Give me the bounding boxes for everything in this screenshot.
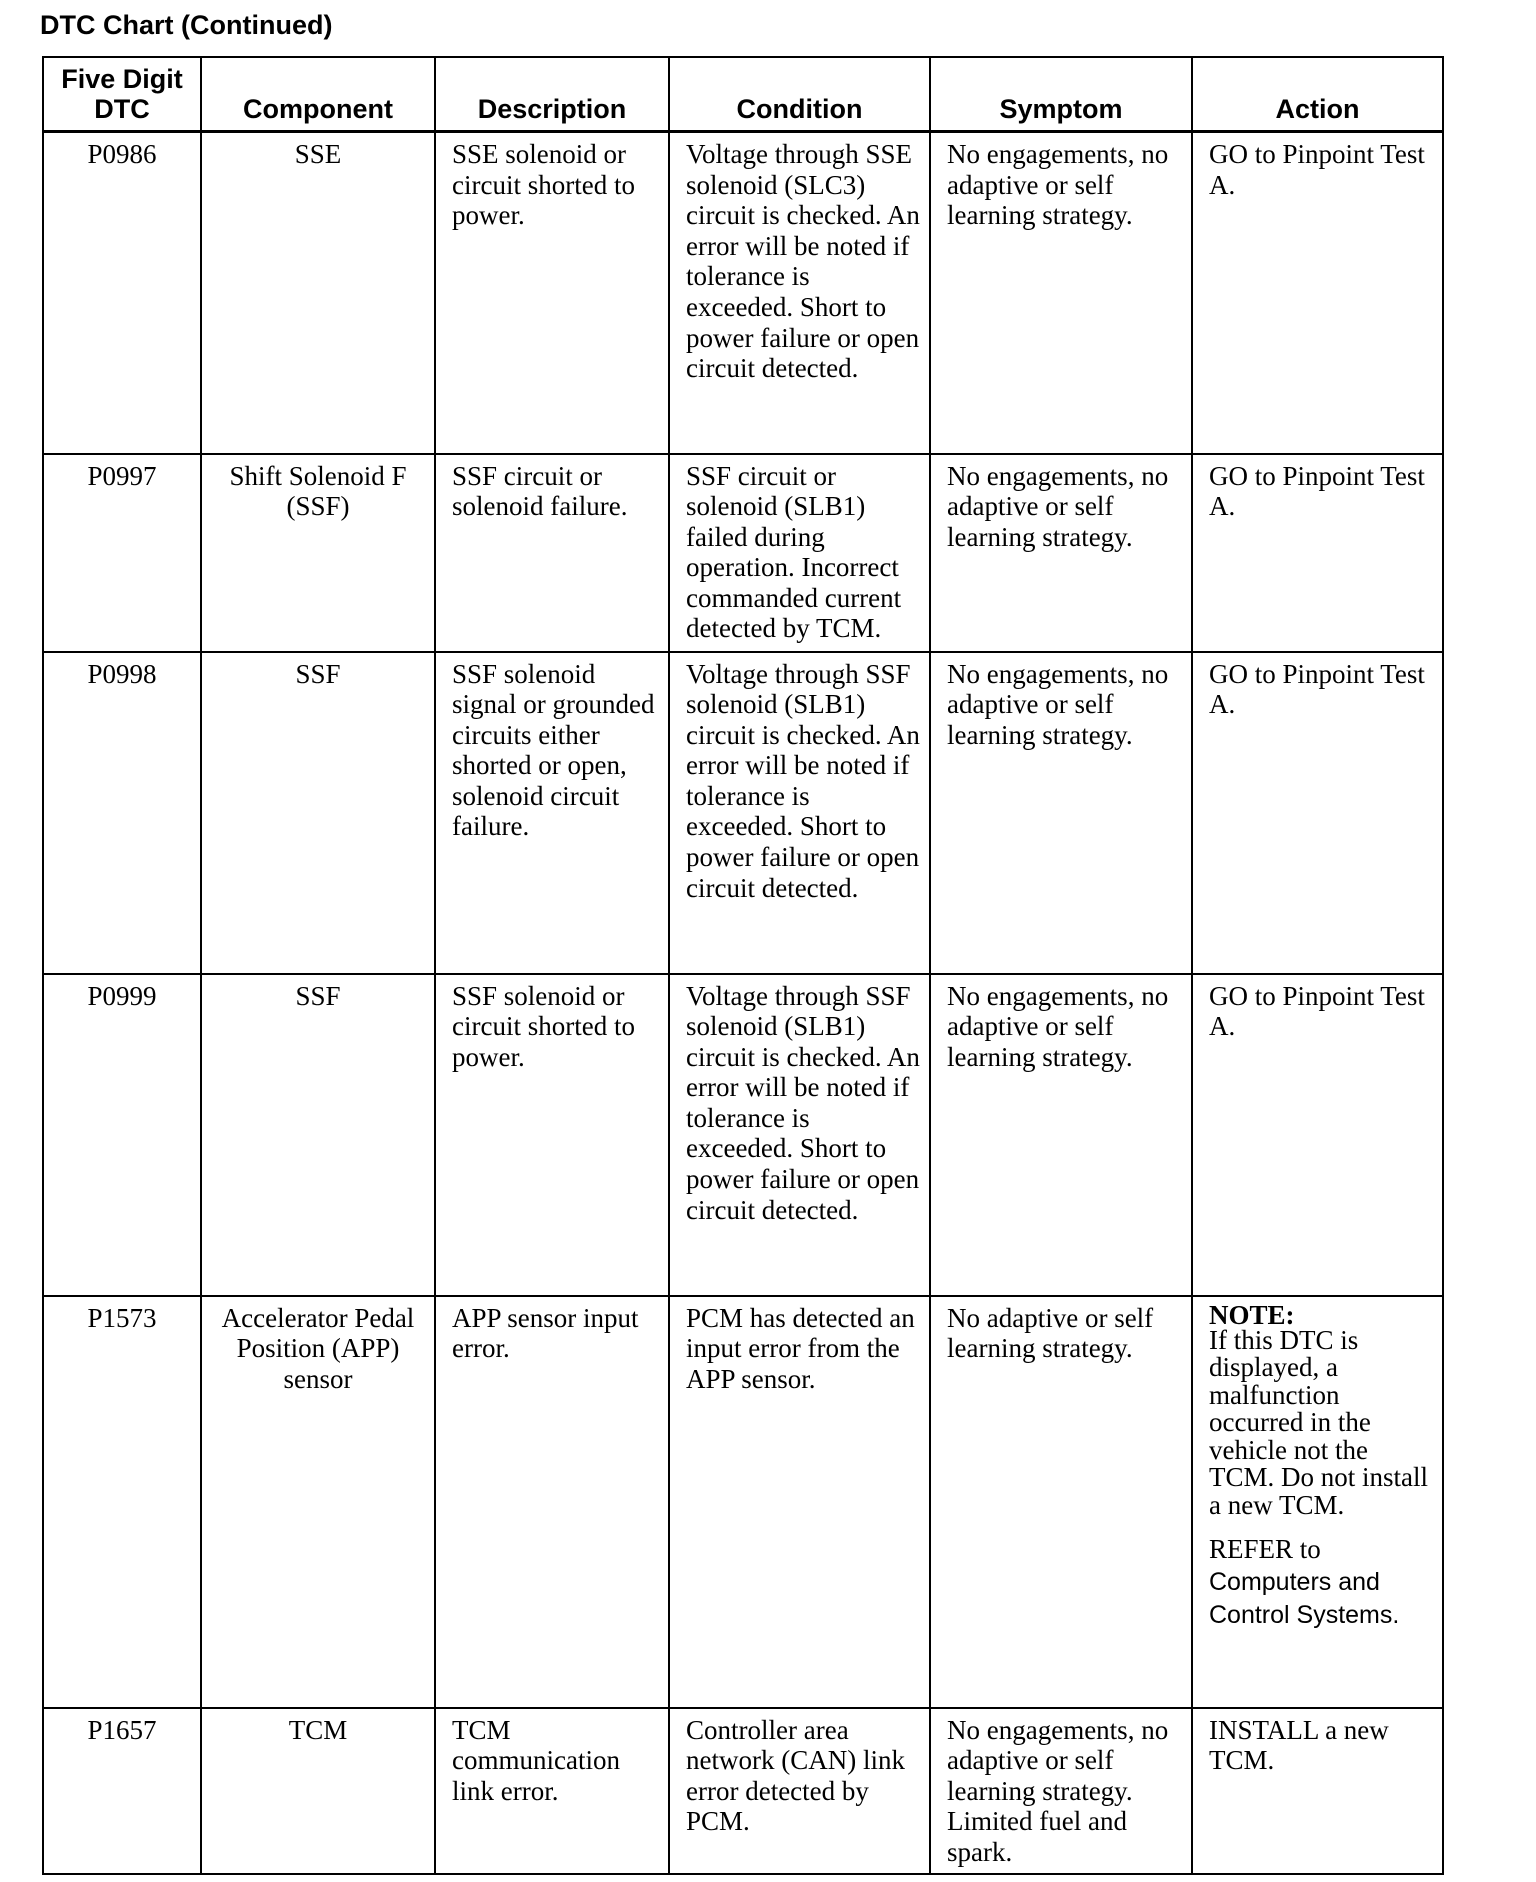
header-dtc: Five Digit DTC — [43, 57, 201, 132]
condition-cell: Voltage through SSF solenoid (SLB1) circuit is checked. An error will be noted if tolerance is exceeded. Short to power failure or open circuit detected. — [669, 974, 930, 1296]
description-cell: SSF solenoid or circuit shorted to power. — [435, 974, 669, 1296]
description-cell: SSF solenoid signal or grounded circuits either shorted or open, solenoid circuit failure. — [435, 652, 669, 974]
header-description: Description — [435, 57, 669, 132]
dtc-code: P0986 — [43, 132, 201, 454]
note-label: NOTE: — [1209, 1299, 1295, 1330]
header-symptom: Symptom — [930, 57, 1192, 132]
description-cell: SSE solenoid or circuit shorted to power. — [435, 132, 669, 454]
page-title: DTC Chart (Continued) — [40, 10, 333, 40]
action-cell — [1192, 1296, 1443, 1708]
component-cell: SSF — [201, 974, 435, 1296]
action-cell: GO to Pinpoint Test A. — [1192, 132, 1443, 454]
condition-cell: SSF circuit or solenoid (SLB1) failed during operation. Incorrect commanded current detected by TCM. — [669, 454, 930, 652]
dtc-code: P0999 — [43, 974, 201, 1296]
symptom-cell: No engagements, no adaptive or self learning strategy. — [930, 454, 1192, 652]
component-cell: Shift Solenoid F (SSF) — [201, 454, 435, 652]
description-cell: TCM communication link error. — [435, 1708, 669, 1874]
dtc-code: P0997 — [43, 454, 201, 652]
symptom-cell: No engagements, no adaptive or self learning strategy. Limited fuel and spark. — [930, 1708, 1192, 1874]
table-row — [43, 652, 1443, 974]
description-cell: APP sensor input error. — [435, 1296, 669, 1708]
component-cell: SSE — [201, 132, 435, 454]
description-cell: SSF circuit or solenoid failure. — [435, 454, 669, 652]
refer-link[interactable]: Computers and Control Systems. — [1209, 1568, 1400, 1629]
symptom-cell: No engagements, no adaptive or self learning strategy. — [930, 132, 1192, 454]
action-cell: GO to Pinpoint Test A. — [1192, 454, 1443, 652]
component-cell: Accelerator Pedal Position (APP) sensor — [201, 1296, 435, 1708]
table-row — [43, 454, 1443, 652]
action-cell: INSTALL a new TCM. — [1192, 1708, 1443, 1874]
symptom-cell: No engagements, no adaptive or self learning strategy. — [930, 652, 1192, 974]
note-text: If this DTC is displayed, a malfunction occurred in the vehicle not the TCM. Do not install a new TCM. — [1209, 1324, 1429, 1520]
table-row — [43, 974, 1443, 1296]
condition-cell: PCM has detected an input error from the APP sensor. — [669, 1296, 930, 1708]
dtc-code: P0998 — [43, 652, 201, 974]
table-row — [43, 1296, 1443, 1708]
header-condition: Condition — [669, 57, 930, 132]
condition-cell: Voltage through SSF solenoid (SLB1) circuit is checked. An error will be noted if tolerance is exceeded. Short to power failure or open circuit detected. — [669, 652, 930, 974]
table-row — [43, 1708, 1443, 1874]
dtc-code: P1657 — [43, 1708, 201, 1874]
action-cell: GO to Pinpoint Test A. — [1192, 974, 1443, 1296]
symptom-cell: No engagements, no adaptive or self learning strategy. — [930, 974, 1192, 1296]
header-row — [43, 57, 1443, 132]
header-component: Component — [201, 57, 435, 132]
condition-cell: Controller area network (CAN) link error detected by PCM. — [669, 1708, 930, 1874]
dtc-table — [42, 56, 1444, 1875]
dtc-code: P1573 — [43, 1296, 201, 1708]
component-cell: TCM — [201, 1708, 435, 1874]
refer-text — [1209, 1533, 1434, 1631]
refer-label: REFER to — [1209, 1534, 1321, 1564]
header-action: Action — [1192, 57, 1443, 132]
condition-cell: Voltage through SSE solenoid (SLC3) circuit is checked. An error will be noted if tolerance is exceeded. Short to power failure or open circuit detected. — [669, 132, 930, 454]
action-cell: GO to Pinpoint Test A. — [1192, 652, 1443, 974]
table-row — [43, 132, 1443, 454]
symptom-cell: No adaptive or self learning strategy. — [930, 1296, 1192, 1708]
component-cell: SSF — [201, 652, 435, 974]
